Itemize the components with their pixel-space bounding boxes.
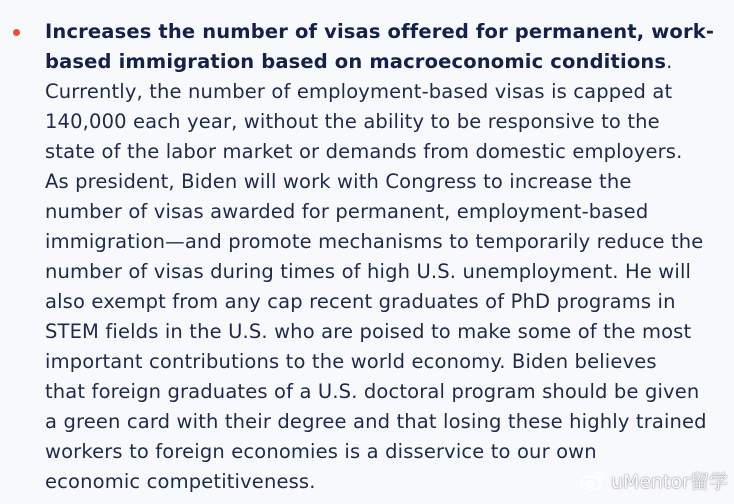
bullet-dot	[13, 29, 20, 36]
paragraph-line	[45, 47, 727, 77]
paragraph-line	[45, 137, 727, 167]
regular-text: As president, Biden will work with Congress to increase the	[45, 170, 632, 193]
regular-text: important contributions to the world economy. Biden believes	[45, 350, 657, 373]
bold-text: Increases the number of visas offered for permanent, work-	[45, 20, 715, 43]
regular-text: STEM fields in the U.S. who are poised to make some of the most	[45, 320, 692, 343]
paragraph-line	[45, 17, 727, 47]
regular-text: state of the labor market or demands from domestic employers.	[45, 140, 683, 163]
regular-text: number of visas during times of high U.S. unemployment. He will	[45, 260, 692, 283]
paragraph-line	[45, 197, 727, 227]
paragraph-line	[45, 227, 727, 257]
regular-text: immigration—and promote mechanisms to temporarily reduce the	[45, 230, 704, 253]
watermark-text: uMentor留学	[610, 471, 728, 493]
weibo-icon	[580, 470, 606, 492]
paragraph	[45, 17, 727, 497]
paragraph-line	[45, 407, 727, 437]
regular-text: also exempt from any cap recent graduates of PhD programs in	[45, 290, 676, 313]
paragraph-line	[45, 107, 727, 137]
regular-text: 140,000 each year, without the ability to be responsive to the	[45, 110, 660, 133]
regular-text: economic competitiveness.	[45, 470, 316, 493]
paragraph-line	[45, 257, 727, 287]
paragraph-line	[45, 77, 727, 107]
regular-text: number of visas awarded for permanent, employment-based	[45, 200, 649, 223]
paragraph-line	[45, 167, 727, 197]
paragraph-line	[45, 287, 727, 317]
paragraph-line	[45, 377, 727, 407]
bold-text: based immigration based on macroeconomic conditions	[45, 50, 667, 73]
regular-text: workers to foreign economies is a disservice to our own	[45, 440, 597, 463]
regular-text: Currently, the number of employment-based visas is capped at	[45, 80, 673, 103]
watermark	[580, 467, 728, 494]
paragraph-line	[45, 317, 727, 347]
paragraph-line	[45, 437, 727, 467]
regular-text: a green card with their degree and that losing these highly trained	[45, 410, 707, 433]
regular-text: .	[666, 50, 673, 73]
paragraph-line	[45, 347, 727, 377]
regular-text: that foreign graduates of a U.S. doctoral program should be given	[45, 380, 700, 403]
